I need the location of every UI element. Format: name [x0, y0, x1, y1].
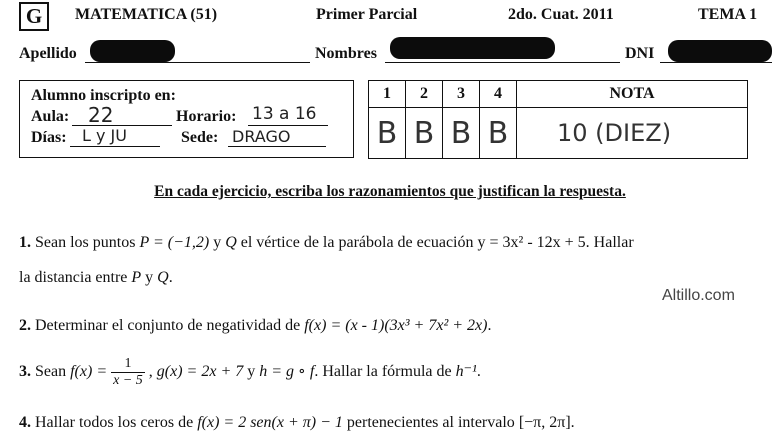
question-3 [19, 356, 481, 389]
math-expression: P = (−1,2) [139, 234, 210, 251]
math-expression: f(x) = (x - 1)(3x³ + 7x² + 2x) [304, 317, 488, 334]
math-expression: Q [157, 269, 169, 286]
question-text: . [168, 269, 173, 286]
grade-header-nota: NOTA [517, 81, 748, 108]
nombres-line [385, 62, 620, 63]
question-text: . [487, 317, 492, 334]
version-letter-box: G [19, 2, 49, 31]
dias-label: Días: [31, 129, 67, 146]
question-text: Sean [35, 363, 71, 381]
question-text: . Hallar la fórmula de [314, 363, 456, 381]
term-label: 2do. Cuat. 2011 [508, 6, 614, 23]
question-text: , [144, 363, 157, 381]
question-text: Sean los puntos [35, 234, 140, 251]
question-number: 2. [19, 317, 31, 334]
question-text: Determinar el conjunto de negatividad de [35, 317, 305, 334]
question-number: 1. [19, 234, 31, 251]
dias-value: L y JU [82, 126, 127, 145]
instructions: En cada ejercicio, escriba los razonamientos que justifican la respuesta. [154, 183, 626, 200]
question-text: y [209, 234, 226, 251]
course-title: MATEMATICA (51) [75, 6, 218, 23]
grade-value-3: B [443, 108, 480, 159]
tema-label: TEMA 1 [698, 6, 758, 23]
enrollment-title: Alumno inscripto en: [31, 87, 176, 104]
apellido-redaction [90, 40, 175, 62]
question-text: el vértice de la parábola de ecuación [236, 234, 478, 251]
question-text: pertenecientes al intervalo [342, 414, 519, 431]
question-4 [19, 414, 575, 432]
horario-label: Horario: [176, 108, 237, 125]
question-2 [19, 317, 491, 335]
question-text: y [243, 363, 260, 381]
question-1-line-2 [19, 269, 173, 287]
math-expression: h = g ∘ f [259, 363, 315, 381]
question-text: Hallar todos los ceros de [35, 414, 198, 431]
dni-line [660, 62, 772, 63]
sede-value: DRAGO [232, 127, 291, 146]
question-number: 3. [19, 363, 31, 381]
grades-table [368, 80, 748, 159]
question-number: 4. [19, 414, 31, 431]
aula-value: 22 [88, 103, 114, 127]
math-expression: h⁻¹ [455, 363, 477, 381]
grade-header-3: 3 [443, 81, 480, 108]
grade-header-4: 4 [480, 81, 517, 108]
math-expression: f(x) = [70, 363, 108, 381]
grade-value-1: B [369, 108, 406, 159]
dni-redaction [668, 40, 772, 62]
sede-line [228, 146, 326, 147]
watermark: Altillo.com [662, 287, 735, 304]
question-text: la distancia entre [19, 269, 132, 286]
math-expression: f(x) = 2 sen(x + π) − 1 [197, 414, 343, 431]
question-text: . [476, 363, 481, 381]
horario-value: 13 a 16 [252, 104, 317, 124]
nombres-redaction [390, 37, 555, 59]
math-expression: y = 3x² - 12x + 5 [477, 234, 586, 251]
dias-line [70, 146, 160, 147]
grade-value-4: B [480, 108, 517, 159]
math-expression: Q [225, 234, 237, 251]
aula-label: Aula: [31, 108, 70, 125]
question-text: . [570, 414, 575, 431]
grade-value-2: B [406, 108, 443, 159]
grade-header-1: 1 [369, 81, 406, 108]
sede-label: Sede: [181, 129, 219, 146]
dni-label: DNI [625, 45, 655, 62]
grade-value-nota: 10 (DIEZ) [517, 108, 748, 159]
question-text: y [141, 269, 158, 286]
nombres-label: Nombres [315, 45, 377, 62]
apellido-line [85, 62, 310, 63]
grade-header-2: 2 [406, 81, 443, 108]
exam-name: Primer Parcial [316, 6, 418, 23]
fraction [111, 356, 145, 389]
fraction-denominator: x − 5 [113, 373, 143, 388]
fraction-numerator: 1 [111, 356, 145, 373]
question-1 [19, 234, 634, 252]
horario-line [248, 125, 328, 126]
math-expression: [−π, 2π] [518, 414, 571, 431]
apellido-label: Apellido [19, 45, 77, 62]
math-expression: g(x) = 2x + 7 [156, 363, 244, 381]
math-expression: P [131, 269, 142, 286]
question-text: . Hallar [585, 234, 634, 251]
